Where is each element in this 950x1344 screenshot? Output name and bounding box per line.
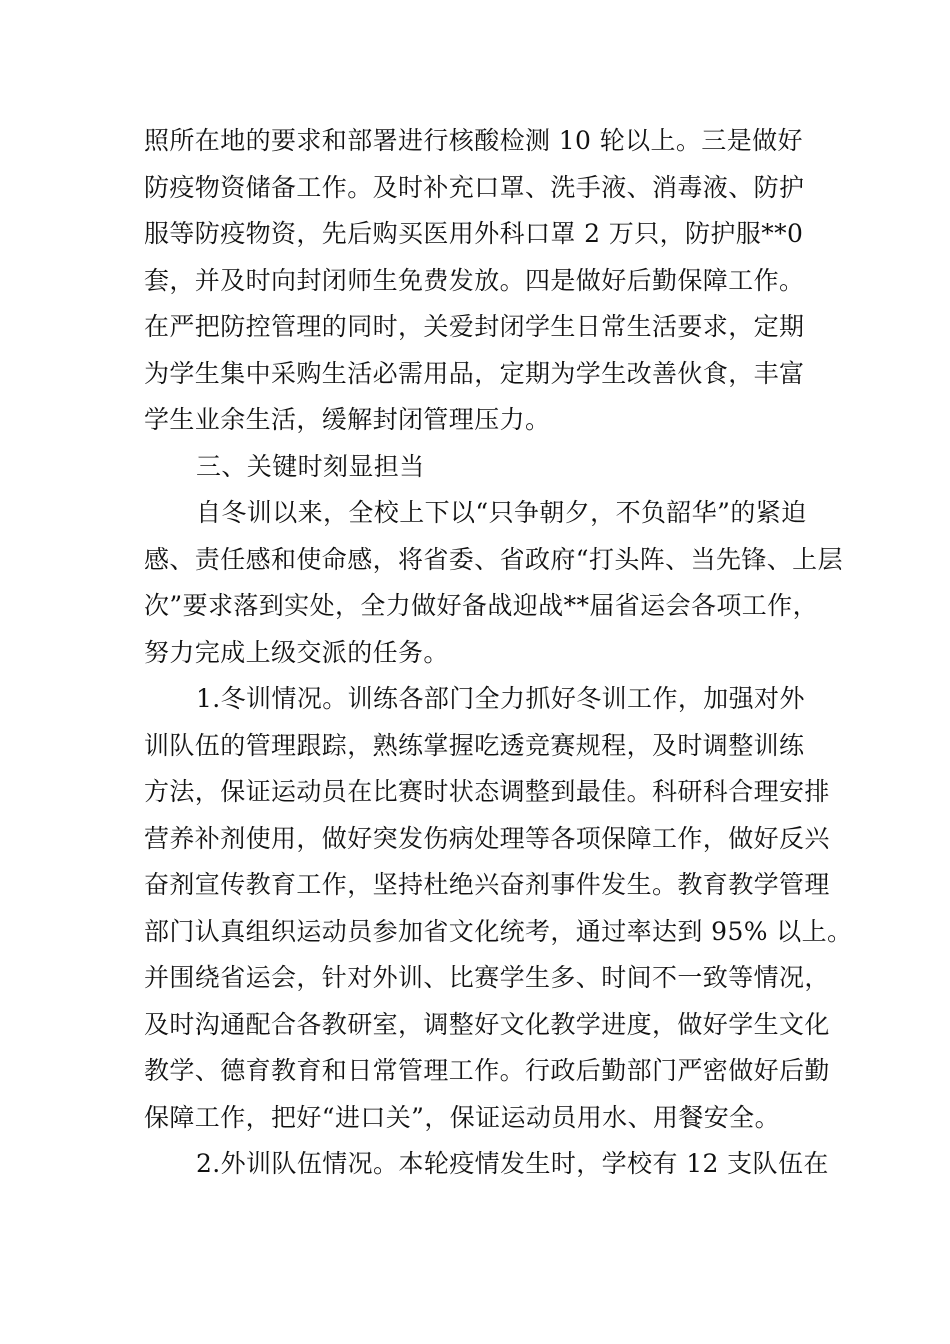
text-line: 感、责任感和使命感，将省委、省政府“打头阵、当先锋、上层 bbox=[144, 544, 843, 574]
text-line: 次”要求落到实处，全力做好备战迎战**届省运会各项工作， bbox=[144, 591, 818, 620]
text-line: 方法，保证运动员在比赛时状态调整到最佳。科研科合理安排 bbox=[144, 777, 830, 806]
section-heading-3 bbox=[144, 444, 834, 491]
section-heading-text: 三、关键时刻显担当 bbox=[196, 451, 425, 481]
text-line: 2.外训队伍情况。本轮疫情发生时，学校有 12 支队伍在 bbox=[196, 1149, 829, 1178]
text-line: 努力完成上级交派的任务。 bbox=[144, 637, 449, 667]
paragraph-winter-training-status bbox=[144, 676, 853, 1141]
text-line: 在严把防控管理的同时，关爱封闭学生日常生活要求，定期 bbox=[144, 312, 805, 341]
text-line: 教学、德育教育和日常管理工作。行政后勤部门严密做好后勤 bbox=[144, 1056, 830, 1085]
paragraph-winter-training-intro bbox=[144, 490, 843, 676]
paragraph-epidemic-measures bbox=[144, 118, 834, 444]
text-line: 照所在地的要求和部署进行核酸检测 10 轮以上。三是做好 bbox=[144, 126, 803, 155]
text-line: 防疫物资储备工作。及时补充口罩、洗手液、消毒液、防护 bbox=[144, 172, 805, 202]
text-line: 部门认真组织运动员参加省文化统考，通过率达到 95% 以上。 bbox=[144, 916, 853, 946]
document-body bbox=[144, 118, 853, 1188]
text-line: 营养补剂使用，做好突发伤病处理等各项保障工作，做好反兴 bbox=[144, 823, 830, 853]
text-line: 及时沟通配合各教研室，调整好文化教学进度，做好学生文化 bbox=[144, 1009, 830, 1039]
text-line: 自冬训以来，全校上下以“只争朝夕，不负韶华”的紧迫 bbox=[196, 498, 807, 527]
text-line: 并围绕省运会，针对外训、比赛学生多、时间不一致等情况， bbox=[144, 963, 830, 992]
text-line: 套，并及时向封闭师生免费发放。四是做好后勤保障工作。 bbox=[144, 265, 805, 295]
text-line: 保障工作，把好“进口关”，保证运动员用水、用餐安全。 bbox=[144, 1102, 780, 1132]
text-line: 训队伍的管理跟踪，熟练掌握吃透竞赛规程，及时调整训练 bbox=[144, 730, 805, 760]
text-line: 为学生集中采购生活必需用品，定期为学生改善伙食，丰富 bbox=[144, 358, 805, 388]
text-line: 1.冬训情况。训练各部门全力抓好冬训工作，加强对外 bbox=[196, 684, 805, 713]
text-line: 学生业余生活，缓解封闭管理压力。 bbox=[144, 405, 551, 434]
text-line: 奋剂宣传教育工作，坚持杜绝兴奋剂事件发生。教育教学管理 bbox=[144, 870, 830, 899]
text-line: 服等防疫物资，先后购买医用外科口罩 2 万只，防护服**0 bbox=[144, 219, 804, 248]
paragraph-external-teams bbox=[144, 1141, 834, 1188]
